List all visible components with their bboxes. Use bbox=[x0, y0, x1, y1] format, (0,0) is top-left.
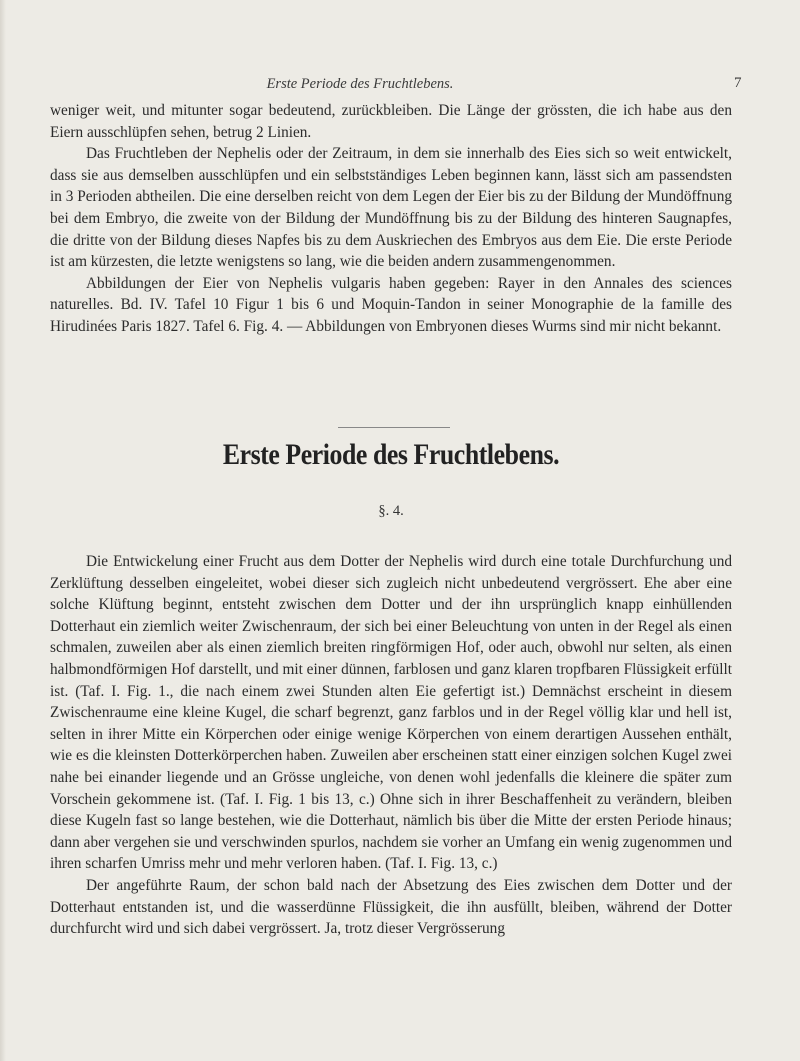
paragraph: Die Entwickelung einer Frucht aus dem Dotter der Nephelis wird durch eine totale Durchfurchung und Zerklüftung desselben eingeleitet, wobei dieser sich zugleich nicht unbedeutend vergrössert. Ehe aber eine solche Klüftung beginnt, entsteht zwischen dem Dotter und der ihn ursprünglich knapp einhüllenden Dotterhaut ein ziemlich weiter Zwischenraum, der sich bei einer Beleuchtung von unten in der Regel als einen schmalen, zuweilen aber als einen ziemlich breiten ringförmigen Hof, oder auch, obwohl nur selten, als einen halbmondförmigen Hof darstellt, und mit einer dünnen, farblosen und ganz klaren tropfbaren Flüssigkeit erfüllt ist. (Taf. I. Fig. 1., die nach einem zwei Stunden alten Eie gefertigt ist.) Demnächst erscheint in diesem Zwischenraume eine kleine Kugel, die scharf begrenzt, ganz farblos und in der Regel völlig klar und hell ist, selten in ihrer Mitte ein Körperchen oder einige wenige Körperchen von einem derartigen Aussehen enthält, wie es die kleinsten Dotterkörperchen haben. Zuweilen aber erscheinen statt einer einzigen solchen Kugel zwei nahe bei einander liegende und an Grösse ungleiche, von denen wohl jedenfalls die kleinere die später zum Vorschein gekommene ist. (Taf. I. Fig. 1 bis 13, c.) Ohne sich in ihrer Beschaffenheit zu verändern, bleiben diese Kugeln fast so lange bestehen, wie die Dotterhaut, nämlich bis über die Mitte der ersten Periode hinaus; dann aber vergehen sie und verschwinden spurlos, nachdem sie vorher an Umfang ein wenig zugenommen und ihren scharfen Umriss mehr und mehr verloren haben. (Taf. I. Fig. 13, c.) bbox=[50, 553, 732, 873]
paragraph: Abbildungen der Eier von Nephelis vulgaris haben gegeben: Rayer in den Annales des sciences naturelles. Bd. IV. Tafel 10 Figur 1 bis 6 und Moquin-Tandon in seiner Monographie de la famille des Hirudinées Paris 1827. Tafel 6. Fig. 4. — Abbildungen von Embryonen dieses Wurms sind mir nicht bekannt. bbox=[50, 274, 732, 335]
page-number: 7 bbox=[734, 75, 742, 91]
section-number: §. 4. bbox=[378, 503, 404, 519]
running-head bbox=[0, 76, 800, 98]
section-divider bbox=[338, 427, 450, 428]
running-title: Erste Periode des Fruchtlebens. bbox=[266, 76, 454, 92]
paragraph: weniger weit, und mitunter sogar bedeutend, zurückbleiben. Die Länge der grössten, die ich habe aus den Eiern ausschlüpfen sehen, betrug 2 Linien. bbox=[50, 102, 732, 141]
main-text bbox=[50, 551, 732, 940]
paragraph: Das Fruchtleben der Nephelis oder der Zeitraum, in dem sie innerhalb des Eies sich so weit entwickelt, dass sie aus demselben ausschlüpfen und ein selbstständiges Leben beginnen kann, lässt sich am passendsten in 3 Perioden abtheilen. Die eine derselben reicht von dem Legen der Eier bis zu der Bildung der Mundöffnung bei dem Embryo, die zweite von der Bildung der Mundöffnung bis zu der Bildung des hinteren Saugnapfes, die dritte von der Bildung dieses Napfes bis zu dem Auskriechen des Embryos aus dem Eie. Die erste Periode ist am kürzesten, die letzte wenigstens so lang, wie die beiden andern zusammengenommen. bbox=[50, 145, 732, 271]
chapter-heading: Erste Periode des Fruchtlebens. bbox=[222, 438, 560, 471]
intro-text bbox=[50, 100, 732, 338]
scan-edge bbox=[0, 0, 6, 1061]
paragraph: Der angeführte Raum, der schon bald nach der Absetzung des Eies zwischen dem Dotter und der Dotterhaut entstanden ist, und die wasserdünne Flüssigkeit, die ihn ausfüllt, bleiben, während der Dotter durchfurcht wird und sich dabei vergrössert. Ja, trotz dieser Vergrösserung bbox=[50, 876, 732, 938]
